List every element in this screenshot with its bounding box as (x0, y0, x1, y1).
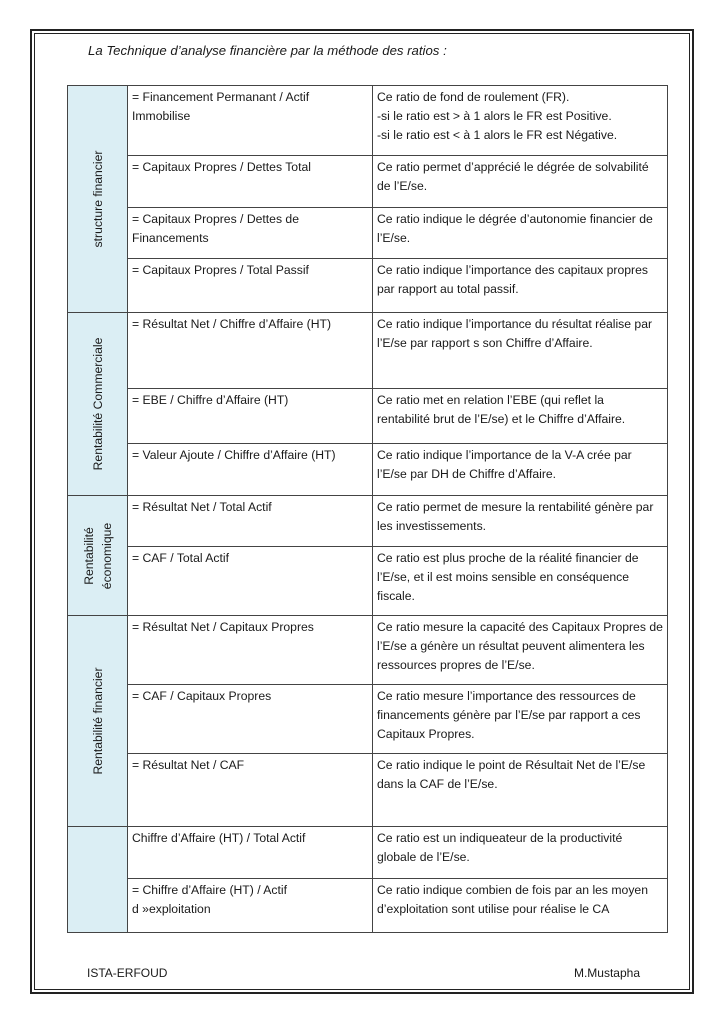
description-cell (373, 685, 668, 754)
category-cell (68, 496, 128, 616)
footer-institution: ISTA-ERFOUD (87, 966, 168, 980)
formula-cell (128, 259, 373, 313)
table-row (68, 259, 668, 313)
table-row (68, 208, 668, 259)
description-text: Ce ratio indique l’importance de la V-A crée par l’E/se par DH de Chiffre d’Affaire. (377, 448, 632, 481)
description-text: Ce ratio mesure la capacité des Capitaux Propres de l’E/se a génère un résultat peuvent alimentera les ressources propres de l’E/se. (377, 620, 663, 672)
formula-cell (128, 389, 373, 444)
description-cell (373, 208, 668, 259)
description-cell (373, 389, 668, 444)
description-text: Ce ratio mesure l’importance des ressources de financements génère par l’E/se par rapport a ces Capitaux Propres. (377, 689, 641, 741)
formula-cell (128, 313, 373, 389)
category-label: Rentabilité économique (81, 522, 114, 589)
table-row (68, 496, 668, 547)
formula-cell (128, 879, 373, 933)
table-row (68, 547, 668, 616)
table-row (68, 827, 668, 879)
footer-author: M.Mustapha (573, 966, 640, 980)
description-cell (373, 496, 668, 547)
formula-text: Chiffre d’Affaire (HT) / Total Actif (132, 831, 306, 845)
formula-cell (128, 547, 373, 616)
category-cell (68, 827, 128, 933)
formula-text: = Résultat Net / Chiffre d’Affaire (HT) (132, 317, 332, 331)
category-cell (68, 86, 128, 313)
description-text: Ce ratio indique l’importance du résultat réalise par l’E/se par rapport s son Chiffre d’Affaire. (377, 317, 653, 350)
description-cell (373, 547, 668, 616)
table-row (68, 879, 668, 933)
description-cell (373, 313, 668, 389)
category-label: Rentabilité financier (90, 667, 105, 775)
table-row (68, 616, 668, 685)
description-text: Ce ratio indique le dégrée d’autonomie financier de l’E/se. (377, 212, 653, 245)
description-cell (373, 754, 668, 827)
category-cell (68, 313, 128, 496)
category-label: structure financier (90, 150, 105, 248)
ratios-table (67, 85, 668, 933)
formula-text: = Chiffre d’Affaire (HT) / Actif d »exploitation (132, 883, 287, 916)
description-cell (373, 827, 668, 879)
description-cell (373, 259, 668, 313)
formula-text: = CAF / Capitaux Propres (132, 689, 272, 703)
description-text: Ce ratio de fond de roulement (FR). -si le ratio est > à 1 alors le FR est Positive. -si le ratio est < à 1 alors le FR est Négative. (377, 90, 618, 142)
formula-cell (128, 208, 373, 259)
description-cell (373, 616, 668, 685)
category-label: Rentabilité Commerciale (90, 337, 105, 471)
formula-text: = CAF / Total Actif (132, 551, 229, 565)
description-cell (373, 86, 668, 156)
formula-cell (128, 616, 373, 685)
description-text: Ce ratio indique l’importance des capitaux propres par rapport au total passif. (377, 263, 648, 296)
formula-cell (128, 496, 373, 547)
formula-cell (128, 685, 373, 754)
table-row (68, 444, 668, 496)
formula-cell (128, 827, 373, 879)
description-text: Ce ratio indique combien de fois par an les moyen d’exploitation sont utilise pour réalise le CA (377, 883, 648, 916)
description-cell (373, 156, 668, 208)
formula-text: = Résultat Net / Capitaux Propres (132, 620, 314, 634)
description-text: Ce ratio est un indiqueateur de la productivité globale de l’E/se. (377, 831, 623, 864)
formula-cell (128, 444, 373, 496)
formula-text: = Résultat Net / Total Actif (132, 500, 272, 514)
description-text: Ce ratio indique le point de Résultait Net de l’E/se dans la CAF de l’E/se. (377, 758, 646, 791)
description-cell (373, 444, 668, 496)
formula-text: = Résultat Net / CAF (132, 758, 245, 772)
table-row (68, 389, 668, 444)
table-row (68, 86, 668, 156)
description-text: Ce ratio permet de mesure la rentabilité génère par les investissements. (377, 500, 654, 533)
formula-text: = Capitaux Propres / Dettes Total (132, 160, 311, 174)
formula-text: = Capitaux Propres / Total Passif (132, 263, 309, 277)
formula-cell (128, 156, 373, 208)
formula-text: = Financement Permanant / Actif Immobilise (132, 90, 310, 123)
description-text: Ce ratio met en relation l’EBE (qui reflet la rentabilité brut de l’E/se) et le Chiffre d’Affaire. (377, 393, 626, 426)
table-row (68, 156, 668, 208)
page-title: La Technique d’analyse financière par la méthode des ratios : (88, 43, 447, 58)
description-text: Ce ratio permet d’apprécié le dégrée de solvabilité de l’E/se. (377, 160, 649, 193)
table-row (68, 313, 668, 389)
formula-text: = Valeur Ajoute / Chiffre d’Affaire (HT) (132, 448, 336, 462)
formula-text: = Capitaux Propres / Dettes de Financements (132, 212, 299, 245)
category-cell (68, 616, 128, 827)
formula-cell (128, 754, 373, 827)
formula-cell (128, 86, 373, 156)
table-row (68, 754, 668, 827)
description-cell (373, 879, 668, 933)
description-text: Ce ratio est plus proche de la réalité financier de l’E/se, et il est moins sensible en conséquence fiscale. (377, 551, 639, 603)
formula-text: = EBE / Chiffre d’Affaire (HT) (132, 393, 289, 407)
table-row (68, 685, 668, 754)
